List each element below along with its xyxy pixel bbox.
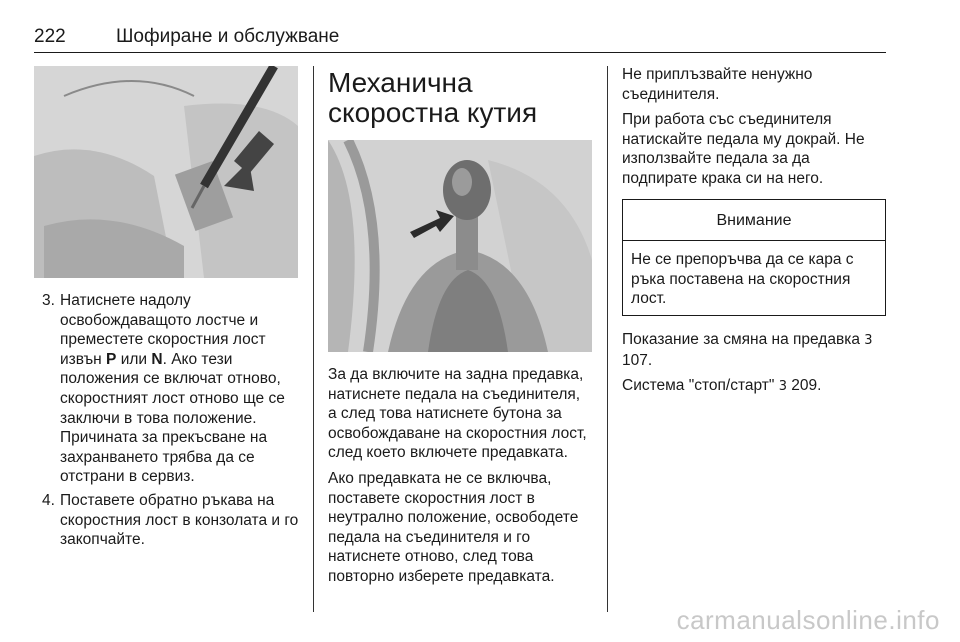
running-title: Шофиране и обслужване [116,26,340,47]
console-release-illustration [34,66,298,278]
list-item [34,291,302,487]
gear-p-label: P [106,350,117,368]
reference-text: Показание за смяна на предавка [622,330,865,348]
reference-page: 209. [787,377,822,395]
warning-text: Не се препоръчва да се кара с ръка поставена на скоростния лост. [631,251,854,308]
page-reference-icon: 3 [778,379,787,395]
gear-n-label: N [151,350,163,368]
warning-box [622,199,886,316]
right-body [622,65,886,403]
step-text-part: Натиснете надолу освобождаващото лостче и преместете скоростния лост извън [60,292,266,368]
gear-lever-illustration [328,140,592,352]
list-item [34,491,302,550]
column-divider [607,66,608,612]
cross-reference [622,330,886,370]
section-heading: Механична скоростна кутия [328,67,538,128]
watermark: carmanualsonline.info [676,605,940,635]
page-number: 222 [34,26,66,47]
paragraph: За да включите на задна предавка, натиснете педала на съединителя, а след това натиснете бутона за освобождаване на скоростния лост, след което включете предавката. [328,366,587,462]
step-text-part: . Ако тези положения се включат отново, скоростният лост отново ще се заключи в това положение. Причината за прекъсване на захранването трябва да се отстрани в сервиз. [60,350,285,486]
page-header [34,22,886,53]
column-divider [313,66,314,612]
reference-text: Система "стоп/старт" [622,377,779,395]
paragraph: Ако предавката не се включва, поставете скоростния лост в неутрално положение, освободете педала на съединителя и го натиснете отново, след това повторно изберете предавката. [328,469,579,585]
middle-body [328,365,592,593]
paragraph: При работа със съединителя натискайте педала му докрай. Не използвайте педала за да подпирате крака си на него. [622,111,865,187]
reference-page: 107. [622,351,653,369]
step-text: Поставете обратно ръкава на скоростния лост в конзолата и го закопчайте. [60,491,299,549]
step-number: 3. [42,292,55,309]
cross-reference [622,376,886,397]
warning-title: Внимание [623,200,885,242]
page-reference-icon: 3 [864,332,873,348]
procedure-steps [34,291,302,554]
step-text-part: или [116,350,152,368]
step-number: 4. [42,491,55,509]
paragraph: Не приплъзвайте ненужно съединителя. [622,66,813,103]
